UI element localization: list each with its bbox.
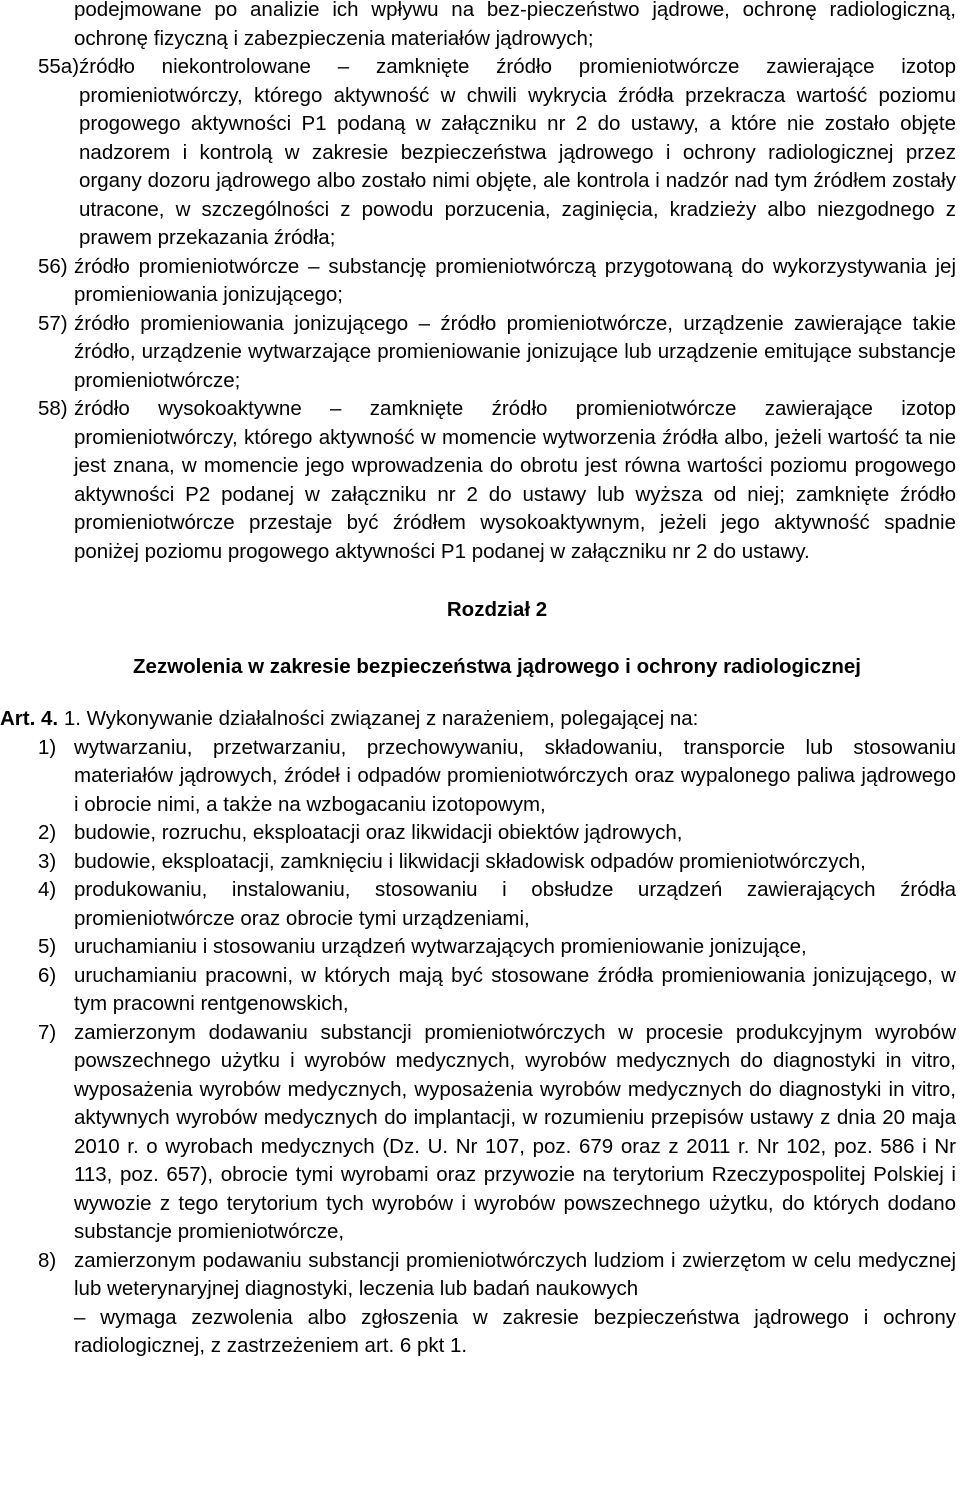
item-number: 8)	[38, 1248, 57, 1272]
definition-number: 55a)	[38, 55, 80, 78]
chapter-number: Rozdział 2	[446, 598, 548, 621]
item-number: 4)	[38, 878, 57, 901]
definition-number: 56)	[38, 254, 68, 278]
definition-number: 58)	[38, 397, 68, 420]
article-item-1	[38, 734, 956, 820]
item-text: zamierzonym podawaniu substancji promieniotwórczych ludziom i zwierzętom w celu medycznej lub weterynaryjnej diagnostyki, leczenia lub badań naukowych	[74, 1248, 956, 1300]
item-number: 7)	[38, 1020, 57, 1044]
item-text: produkowaniu, instalowaniu, stosowaniu i obsłudze urządzeń zawierających źródła promieniotwórcze oraz obrocie tymi urządzeniami,	[74, 878, 956, 930]
item-number: 3)	[38, 849, 57, 873]
item-number: 6)	[38, 963, 57, 987]
item-text: budowie, rozruchu, eksploatacji oraz likwidacji obiektów jądrowych,	[74, 821, 683, 844]
definition-58	[38, 395, 956, 566]
article-item-3	[38, 848, 956, 877]
article-intro-text: 1. Wykonywanie działalności związanej z narażeniem, polegającej na:	[63, 707, 699, 730]
item-text: zamierzonym dodawaniu substancji promieniotwórczych w procesie produkcyjnym wyrobów powszechnego użytku i wyrobów medycznych, wyrobów medycznych do diagnostyki in vitro, wyposażenia wyrobów medycznych, wyposażenia wyrobów medycznych do diagnostyki in vitro, aktywnych wyrobów medycznych do implantacji, w rozumieniu przepisów ustawy z dnia 20 maja 2010 r. o wyrobach medycznych (Dz. U. Nr 107, poz. 679 oraz z 2011 r. Nr 102, poz. 586 i Nr 113, poz. 657), obrocie tymi wyrobami oraz przywozie na terytorium Rzeczypospolitej Polskiej i wywozie z tego terytorium tych wyrobów i wyrobów powszechnego użytku, do których dodano substancje promieniotwórcze,	[74, 1020, 956, 1243]
item-number: 1)	[38, 735, 57, 759]
article-intro	[0, 705, 956, 734]
definition-56	[38, 253, 956, 310]
article-label: Art. 4.	[0, 707, 59, 730]
definition-number: 57)	[38, 311, 68, 335]
definition-text: źródło promieniotwórcze – substancję promieniotwórczą przygotowaną do wykorzystywania jej promieniowania jonizującego;	[74, 254, 956, 306]
article-item-4	[38, 876, 956, 933]
definition-text: źródło wysokoaktywne – zamknięte źródło promieniotwórcze zawierające izotop promieniotwórczy, którego aktywność w momencie wytworzenia źródła albo, jeżeli wartość ta nie jest znana, w momencie jego wprowadzenia do obrotu jest równa wartości poziomu progowego aktywności P2 podanej w załączniku nr 2 do ustawy lub wyższa od niej; zamknięte źródło promieniotwórcze przestaje być źródłem wysokoaktywnym, jeżeli jego aktywność spadnie poniżej poziomu progowego aktywności P1 podanej w załączniku nr 2 do ustawy.	[74, 397, 956, 563]
item-number: 5)	[38, 935, 57, 958]
chapter-title: Zezwolenia w zakresie bezpieczeństwa jądrowego i ochrony radiologicznej	[133, 654, 861, 678]
article-item-2	[38, 819, 956, 848]
definition-55a	[38, 53, 956, 253]
continuation-text: podejmowane po analizie ich wpływu na bez-pieczeństwo jądrowe, ochronę radiologiczną, ochronę fizyczną i zabezpieczenia materiałów jądrowych;	[74, 0, 956, 50]
item-text: uruchamianiu i stosowaniu urządzeń wytwarzających promieniowanie jonizujące,	[74, 935, 807, 958]
item-text: uruchamianiu pracowni, w których mają być stosowane źródła promieniowania jonizującego, w tym pracowni rentgenowskich,	[74, 963, 956, 1015]
definition-text: źródło promieniowania jonizującego – źródło promieniotwórcze, urządzenie zawierające takie źródło, urządzenie wytwarzające promieniowanie jonizujące lub urządzenie emitujące substancje promieniotwórcze;	[74, 311, 956, 392]
article-item-8	[38, 1247, 956, 1304]
article-item-6	[38, 962, 956, 1019]
item-text: wytwarzaniu, przetwarzaniu, przechowywaniu, składowaniu, transporcie lub stosowaniu materiałów jądrowych, źródeł i odpadów promieniotwórczych oraz wypalonego paliwa jądrowego i obrocie nimi, a także na wzbogacaniu izotopowym,	[74, 735, 956, 816]
definition-57	[38, 310, 956, 396]
article-item-5	[38, 933, 956, 962]
item-text: budowie, eksploatacji, zamknięciu i likwidacji składowisk odpadów promieniotwórczych,	[74, 849, 866, 873]
article-item-7	[38, 1019, 956, 1247]
item-number: 2)	[38, 821, 57, 844]
definition-text: źródło niekontrolowane – zamknięte źródło promieniotwórcze zawierające izotop promieniotwórczy, którego aktywność w chwili wykrycia źródła przekracza wartość poziomu progowego aktywności P1 podaną w załączniku nr 2 do ustawy, a które nie zostało objęte nadzorem i kontrolą w zakresie bezpieczeństwa jądrowego i ochrony radiologicznej przez organy dozoru jądrowego albo zostało nimi objęte, ale kontrola i nadzór nad tym źródłem zostały utracone, w szczególności z powodu porzucenia, zaginięcia, kradzieży albo niezgodnego z prawem przekazania źródła;	[79, 55, 956, 249]
article-closing-text: – wymaga zezwolenia albo zgłoszenia w zakresie bezpieczeństwa jądrowego i ochrony radiologicznej, z zastrzeżeniem art. 6 pkt 1.	[74, 1305, 956, 1357]
